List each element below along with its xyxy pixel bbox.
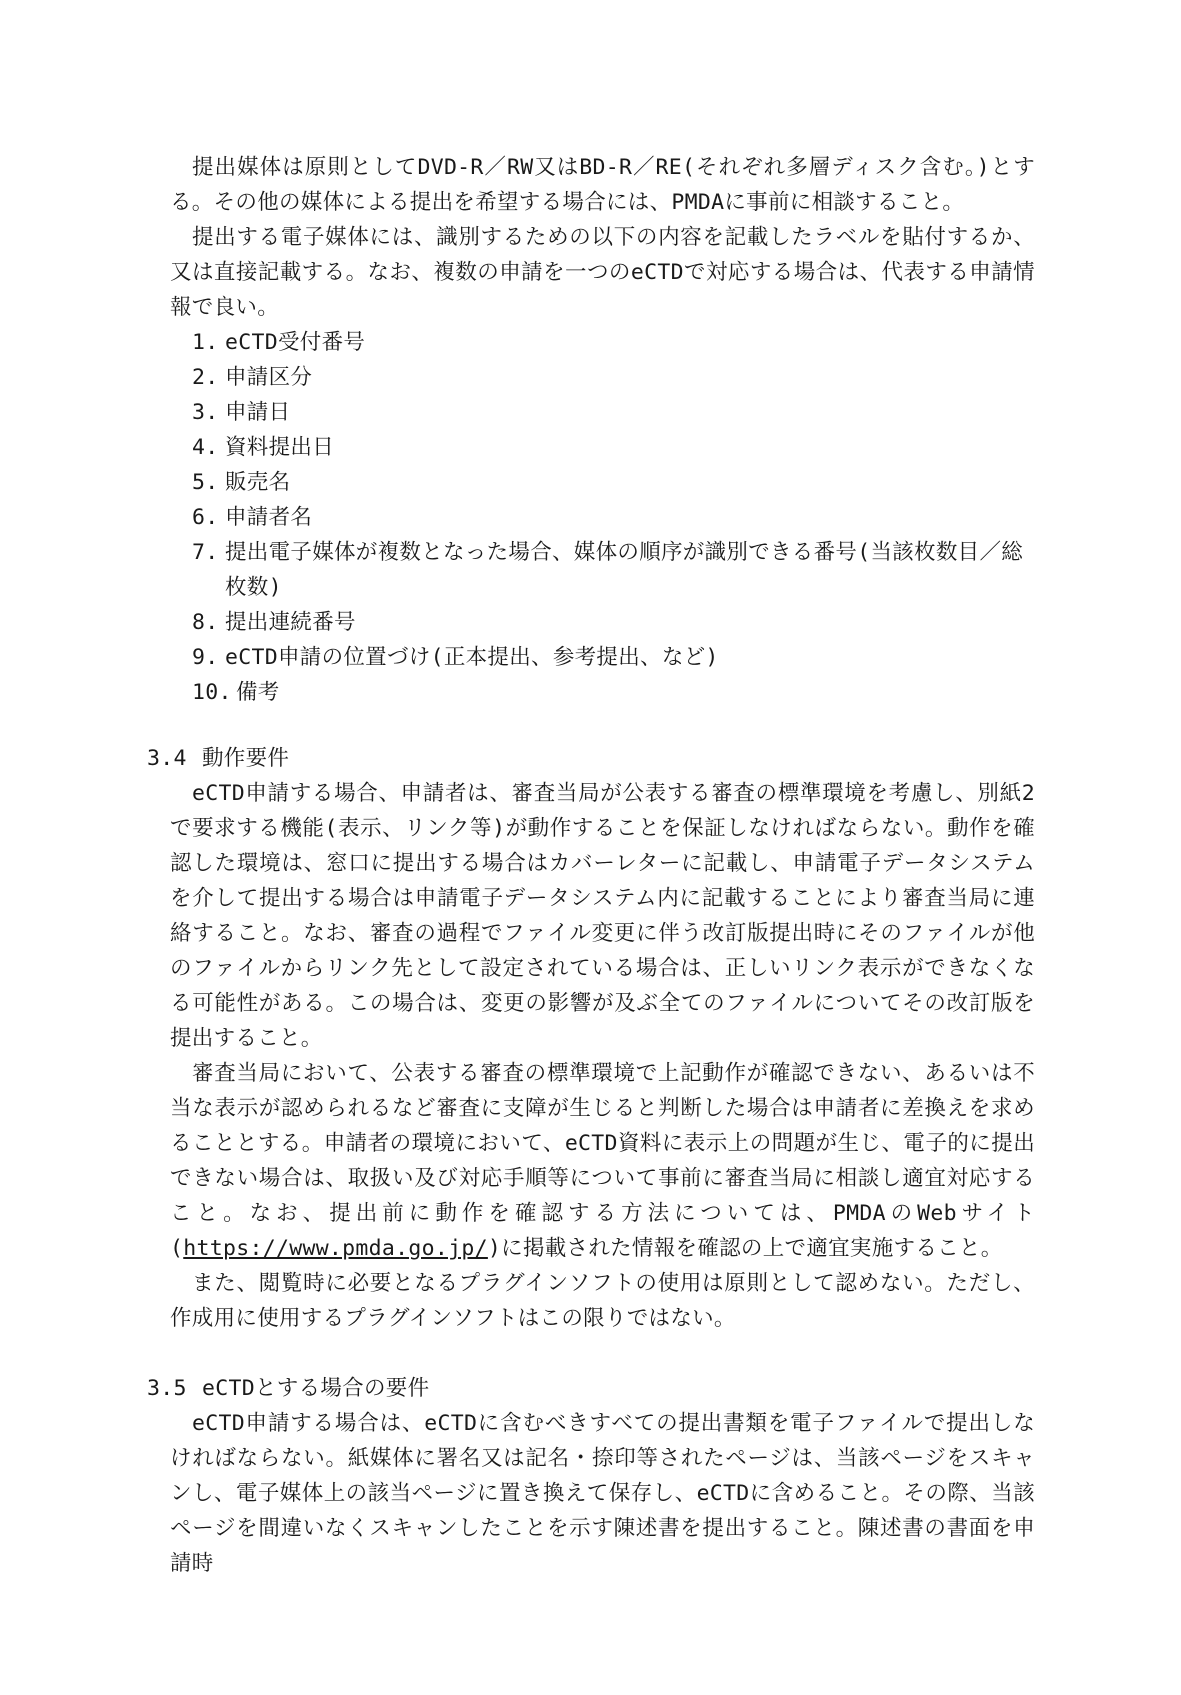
section-3-4-paragraph-3: また、閲覧時に必要となるプラグインソフトの使用は原則として認めない。ただし、作成用に使用するプラグインソフトはこの限りではない。 — [170, 1271, 1035, 1331]
list-item — [192, 535, 1037, 605]
paragraph-text: 審査当局において、公表する審査の標準環境で上記動作が確認できない、あるいは不当な表示が認められるなど審査に支障が生じると判断した場合は申請者に差換えを求めることとする。申請者の環境において、eCTD資料に表示上の問題が生じ、電子的に提出できない場合は、取扱い及び対応手順等について事前に審査当局に相談し適宜対応すること。なお、提出前に動作を確認する方法については、PMDAのWebサイト( — [170, 1061, 1035, 1261]
list-item-number: 6. — [192, 505, 219, 530]
list-item — [192, 640, 1037, 675]
intro-paragraph-media: 提出媒体は原則としてDVD-R／RW又はBD-R／RE(それぞれ多層ディスク含む。)とする。その他の媒体による提出を希望する場合には、PMDAに事前に相談すること。 — [170, 155, 1035, 215]
pmda-website-link[interactable]: https://www.pmda.go.jp/ — [183, 1236, 488, 1261]
intro-paragraph-label: 提出する電子媒体には、識別するための以下の内容を記載したラベルを貼付するか、又は直接記載する。なお、複数の申請を一つのeCTDで対応する場合は、代表する申請情報で良い。 — [170, 225, 1035, 320]
list-item — [192, 360, 1037, 395]
list-item-number: 1. — [192, 330, 219, 355]
paragraph-text: )に掲載された情報を確認の上で適宜実施すること。 — [487, 1236, 1003, 1261]
list-item-text: 販売名 — [225, 470, 291, 495]
section-number: 3.5 — [147, 1376, 187, 1401]
section-heading-3-5 — [147, 1371, 429, 1406]
list-item-text: 提出連続番号 — [225, 610, 356, 635]
list-item-number: 3. — [192, 400, 219, 425]
list-item-number: 7. — [192, 540, 219, 565]
list-item-number: 8. — [192, 610, 219, 635]
list-item-number: 4. — [192, 435, 219, 460]
section-3-4-paragraph-2 — [170, 1056, 1035, 1266]
list-item-number: 9. — [192, 645, 219, 670]
section-heading-3-4 — [147, 741, 289, 776]
label-items-list — [192, 325, 1037, 710]
list-item-text: eCTD受付番号 — [225, 330, 366, 355]
list-item — [192, 325, 1037, 360]
list-item-text: 申請者名 — [225, 505, 313, 530]
section-3-5-paragraph-1: eCTD申請する場合は、eCTDに含むべきすべての提出書類を電子ファイルで提出しなければならない。紙媒体に署名又は記名・捺印等されたページは、当該ページをスキャンし、電子媒体上の該当ページに置き換えて保存し、eCTDに含めること。その際、当該ページを間違いなくスキャンしたことを示す陳述書を提出すること。陳述書の書面を申請時 — [170, 1411, 1035, 1576]
section-title: 動作要件 — [202, 746, 290, 771]
section-title: eCTDとする場合の要件 — [202, 1376, 430, 1401]
list-item-number: 5. — [192, 470, 219, 495]
section-number: 3.4 — [147, 746, 187, 771]
list-item-text: 資料提出日 — [225, 435, 335, 460]
list-item-text: eCTD申請の位置づけ(正本提出、参考提出、など) — [225, 645, 719, 670]
list-item — [192, 395, 1037, 430]
list-item — [192, 605, 1037, 640]
list-item-text: 提出電子媒体が複数となった場合、媒体の順序が識別できる番号(当該枚数目／総枚数) — [225, 540, 1024, 600]
list-item-number: 2. — [192, 365, 219, 390]
list-item — [192, 675, 1037, 710]
list-item-text: 申請日 — [225, 400, 291, 425]
list-item — [192, 500, 1037, 535]
section-3-4-paragraph-1: eCTD申請する場合、申請者は、審査当局が公表する審査の標準環境を考慮し、別紙2で要求する機能(表示、リンク等)が動作することを保証しなければならない。動作を確認した環境は、窓口に提出する場合はカバーレターに記載し、申請電子データシステムを介して提出する場合は申請電子データシステム内に記載することにより審査当局に連絡すること。なお、審査の過程でファイル変更に伴う改訂版提出時にそのファイルが他のファイルからリンク先として設定されている場合は、正しいリンク表示ができなくなる可能性がある。この場合は、変更の影響が及ぶ全てのファイルについてその改訂版を提出すること。 — [170, 781, 1035, 1051]
list-item — [192, 430, 1037, 465]
list-item-text: 備考 — [236, 680, 280, 705]
list-item-text: 申請区分 — [225, 365, 313, 390]
list-item-number: 10. — [192, 680, 232, 705]
list-item — [192, 465, 1037, 500]
